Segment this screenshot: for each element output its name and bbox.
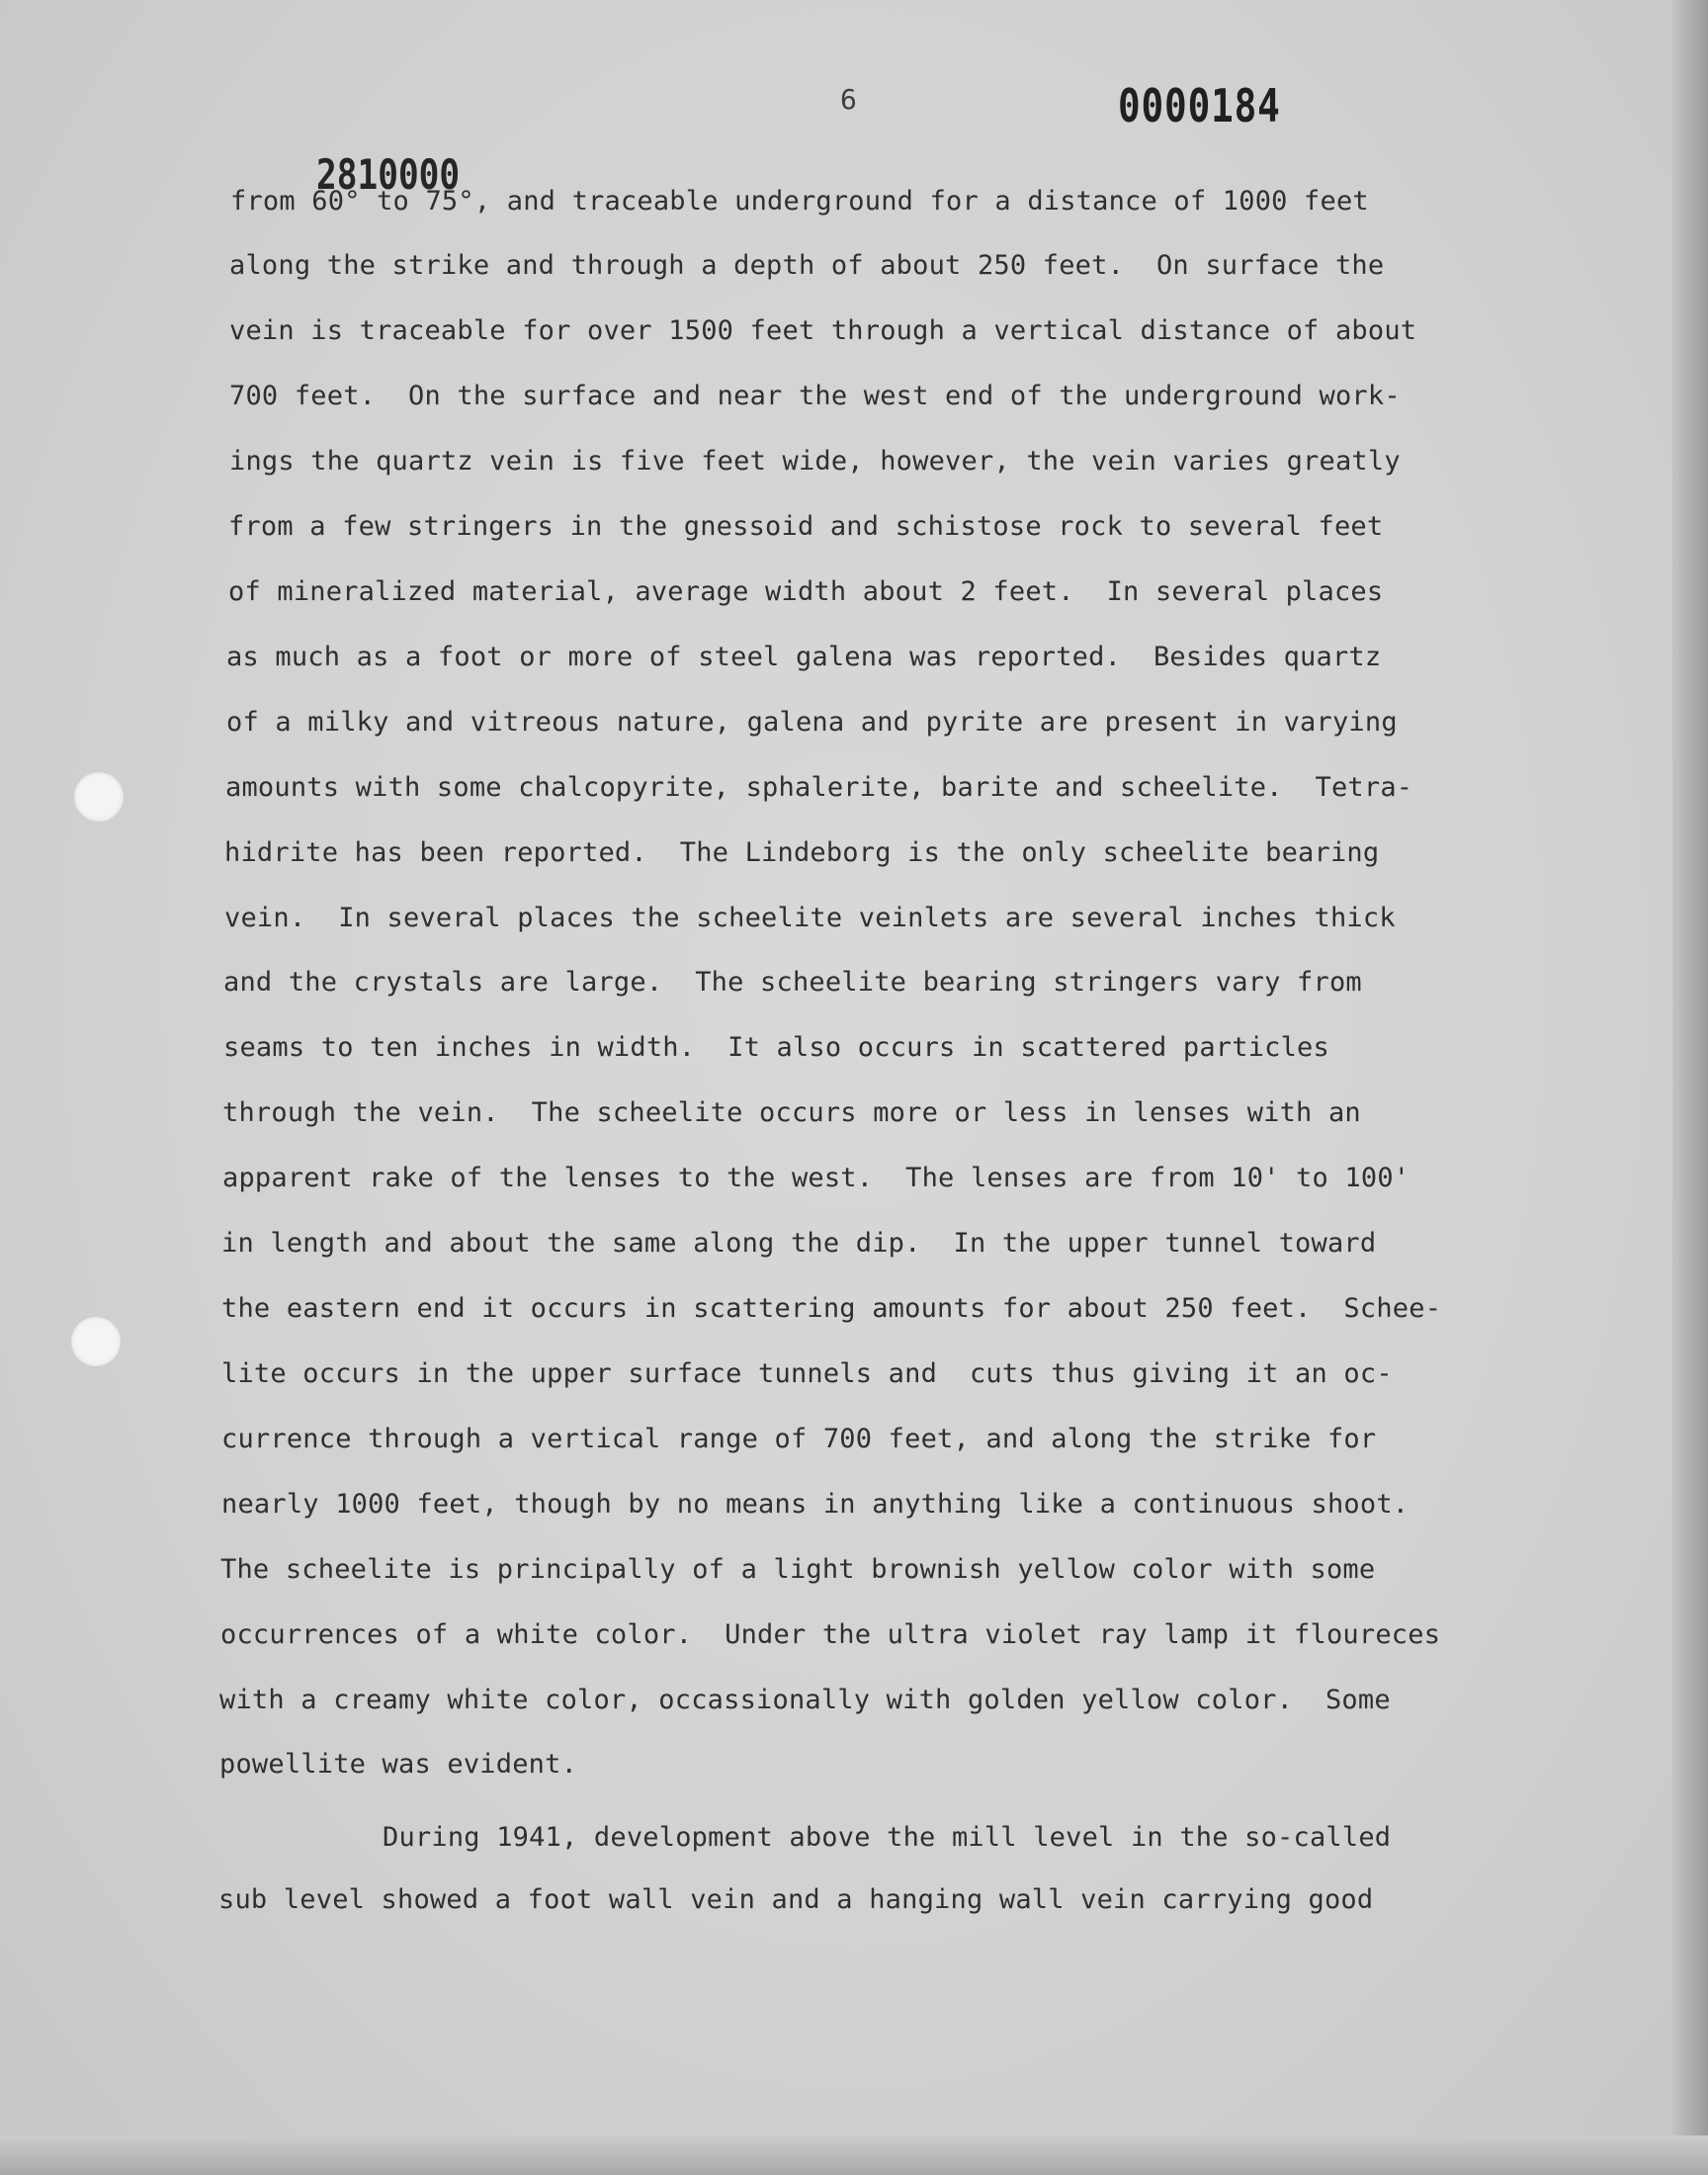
text-line: the eastern end it occurs in scattering amounts for about 250 feet. Schee-: [221, 1293, 1442, 1324]
text-line: of mineralized material, average width about 2 feet. In several places: [228, 576, 1384, 607]
text-line: vein. In several places the scheelite veinlets are several inches thick: [224, 903, 1396, 933]
text-line: sub level showed a foot wall vein and a hanging wall vein carrying good: [218, 1884, 1374, 1915]
text-line: hidrite has been reported. The Lindeborg is the only scheelite bearing: [224, 837, 1380, 868]
text-line: vein is traceable for over 1500 feet through a vertical distance of about: [229, 315, 1417, 346]
text-line: with a creamy white color, occassionally with golden yellow color. Some: [219, 1685, 1391, 1715]
text-line: ings the quartz vein is five feet wide, however, the vein varies greatly: [229, 446, 1401, 477]
text-line: along the strike and through a depth of about 250 feet. On surface the: [229, 250, 1385, 281]
text-line: from 60° to 75°, and traceable underground for a distance of 1000 feet: [230, 186, 1369, 217]
text-line: as much as a foot or more of steel galena was reported. Besides quartz: [226, 642, 1382, 672]
text-line: of a milky and vitreous nature, galena and pyrite are present in varying: [226, 707, 1398, 738]
text-line: apparent rake of the lenses to the west. The lenses are from 10' to 100': [222, 1163, 1410, 1193]
text-line: and the crystals are large. The scheelite bearing stringers vary from: [223, 967, 1362, 998]
text-line: from a few stringers in the gnessoid and schistose rock to several feet: [228, 511, 1384, 542]
document-id-stamp: 0000184: [1118, 79, 1281, 132]
text-line: The scheelite is principally of a light brownish yellow color with some: [220, 1554, 1376, 1585]
text-line: lite occurs in the upper surface tunnels and cuts thus giving it an oc-: [221, 1358, 1393, 1389]
paragraph-first-line: During 1941, development above the mill level in the so-called: [383, 1822, 1392, 1853]
text-line: powellite was evident.: [219, 1749, 578, 1780]
stamp-number: 2810000: [316, 150, 461, 199]
text-line: currence through a vertical range of 700 feet, and along the strike for: [221, 1424, 1377, 1454]
text-line: occurrences of a white color. Under the ultra violet ray lamp it floureces: [220, 1619, 1441, 1650]
page-number: 6: [840, 83, 857, 116]
text-line: nearly 1000 feet, though by no means in anything like a continuous shoot.: [221, 1489, 1409, 1520]
text-line: in length and about the same along the dip. In the upper tunnel toward: [221, 1228, 1377, 1259]
text-line: 700 feet. On the surface and near the west end of the underground work-: [229, 381, 1401, 411]
text-line: through the vein. The scheelite occurs more or less in lenses with an: [222, 1097, 1361, 1128]
text-line: amounts with some chalcopyrite, sphalerite, barite and scheelite. Tetra-: [225, 772, 1413, 803]
text-line: seams to ten inches in width. It also occurs in scattered particles: [223, 1032, 1329, 1063]
